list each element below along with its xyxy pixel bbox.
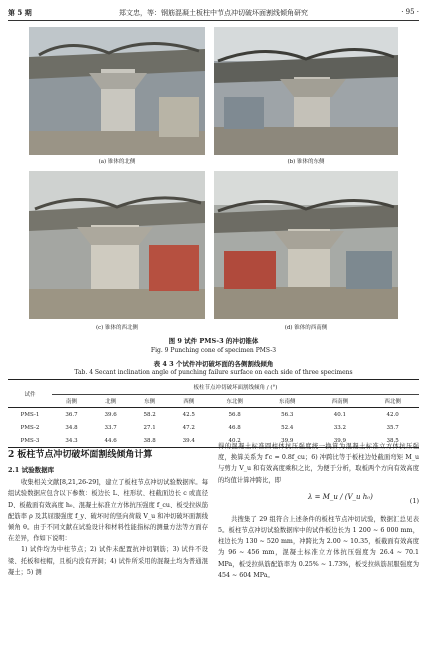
table-header-direction: 南侧 <box>52 395 91 408</box>
table-cell: 40.1 <box>333 411 347 418</box>
secant-angle-table <box>8 379 419 448</box>
page-number: · 95 · <box>401 8 419 16</box>
equation: λ = M_u / (V_u h₀) <box>308 492 373 501</box>
table-header-direction: 西侧 <box>169 395 208 408</box>
table-cell: 40.2 <box>208 434 261 448</box>
table-cell: 58.2 <box>143 411 156 418</box>
table-cell-specimen: PMS-1 <box>20 411 40 418</box>
photo-caption-b: (b) 锥体的东侧 <box>287 159 325 165</box>
photo-caption-a: (a) 锥体的北侧 <box>98 159 136 165</box>
table-cell: 33.2 <box>333 424 347 431</box>
photo-caption-c: (c) 锥体的西北侧 <box>95 325 139 331</box>
table-cell: 39.6 <box>104 411 117 418</box>
body-paragraph: 1) 试件均为中柱节点；2) 试件未配置抗冲切钢筋；3) 试件不设梁、托板和柱帽，且板内没有开洞；4) 试件所采用的混凝土均为普通混凝土；5) 测 <box>8 546 208 576</box>
section-title: 2 板柱节点冲切破坏面割线倾角计算 <box>8 450 153 460</box>
right-column <box>218 441 419 581</box>
table-header-direction: 西南侧 <box>314 395 367 408</box>
table-cell: 39.9 <box>261 434 314 448</box>
photo-cone-north <box>29 27 205 155</box>
subsection-title: 2.1 试验数据库 <box>8 466 55 474</box>
table-caption-en: Tab. 4 Secant inclination angle of punching failure surface on each side of three specimens <box>74 369 353 376</box>
table-header-direction: 北侧 <box>91 395 130 408</box>
table-cell: 44.6 <box>91 434 130 448</box>
table-header-angle: 板柱节点冲切破坏面割线倾角 / (°) <box>52 380 419 395</box>
figure-caption-en: Fig. 9 Punching cone of specimen PMS-3 <box>150 347 277 354</box>
issue-number: 第 5 期 <box>8 8 32 17</box>
body-paragraph: 收集相关文献[8,21,26-29]，建立了板柱节点冲切试验数据库。每组试验数据应包含以下参数：板边长 L、柱形状、柱截面边长 c 或直径 D、板截面有效高度 h₀、混凝土标准立方体抗压强度 f_cu、板受拉纵筋配筋率 ρ 及其屈服强度 f_y、破坏时的竖向荷载 V_u 和冲切破坏面割线倾角 θ。由于不同文献在试验设计和材料性能指标的测量方法等方面存在差异，作如下说明： <box>8 479 208 543</box>
running-header <box>8 6 419 21</box>
table-cell: 34.8 <box>65 424 78 431</box>
table-cell: 47.2 <box>182 424 195 431</box>
table-row <box>8 421 419 434</box>
table-cell: 52.4 <box>281 424 294 431</box>
table-header-direction: 东北侧 <box>208 395 261 408</box>
table-cell: 42.0 <box>386 411 399 418</box>
table-cell: 27.1 <box>143 424 156 431</box>
figure-caption-cn: 图 9 试件 PMS-3 的冲切锥体 <box>168 337 259 345</box>
table-row <box>8 408 419 422</box>
photo-cone-east <box>214 27 398 155</box>
table-caption-cn: 表 4 3 个试件冲切破坏面的各侧割线倾角 <box>153 360 274 368</box>
table-cell: 56.8 <box>228 411 241 418</box>
table-header-specimen: 试件 <box>8 380 52 408</box>
table-cell-specimen: PMS-2 <box>20 424 40 431</box>
table-cell: 33.7 <box>104 424 117 431</box>
table-header-direction: 西北侧 <box>366 395 419 408</box>
left-column <box>8 448 208 578</box>
table-cell: 56.3 <box>281 411 294 418</box>
equation-block <box>218 490 419 512</box>
body-paragraph: 得的混凝土标准圆柱体抗压强度统一换算为混凝土标准立方体抗压强度，换算关系为 f′c = 0.8f_cu；6) 冲跨比等于板柱边处截面弯矩 M_u 与剪力 V_u 和有效高度乘积之比，为便于分析，取板两个方向有效高度的均值计算冲跨比，即 <box>218 443 419 484</box>
table-cell: 46.8 <box>228 424 241 431</box>
equation-number: (1) <box>409 496 419 505</box>
table-cell: 38.5 <box>366 434 419 448</box>
photo-cone-northwest <box>29 171 205 319</box>
table-cell: 39.9 <box>314 434 367 448</box>
table-cell: 39.4 <box>169 434 208 448</box>
table-cell: 42.5 <box>182 411 195 418</box>
table-cell: 38.8 <box>130 434 169 448</box>
table-cell: 35.7 <box>386 424 399 431</box>
running-title: 郑文忠，等：钢筋混凝土板柱中节点冲切破坏面割线倾角研究 <box>119 9 308 17</box>
body-paragraph: 共搜集了 29 组符合上述条件的板柱节点冲切试验，数据汇总见表 5。板柱节点冲切试验数据库中的试件板边长为 1 200 ~ 6 000 mm，柱边长为 130 ~ 520 mm，冲跨比为 2.00 ~ 10.35，板截面有效高度为 96 ~ 456 mm，混凝土标准立方体抗压强度为 26.4 ~ 70.1 MPa，板受拉纵筋配筋率为 0.25% ~ 1.73%，板受拉纵筋屈服强度为 454 ~ 604 MPa。 <box>218 515 419 579</box>
table-cell: 34.3 <box>52 434 91 448</box>
photo-cone-southwest <box>214 171 398 319</box>
table-cell-specimen: PMS-3 <box>8 434 52 448</box>
table-header-direction: 东南侧 <box>261 395 314 408</box>
table-cell: 36.7 <box>65 411 78 418</box>
table-header-direction: 东侧 <box>130 395 169 408</box>
photo-caption-d: (d) 锥体的西南侧 <box>284 325 328 331</box>
